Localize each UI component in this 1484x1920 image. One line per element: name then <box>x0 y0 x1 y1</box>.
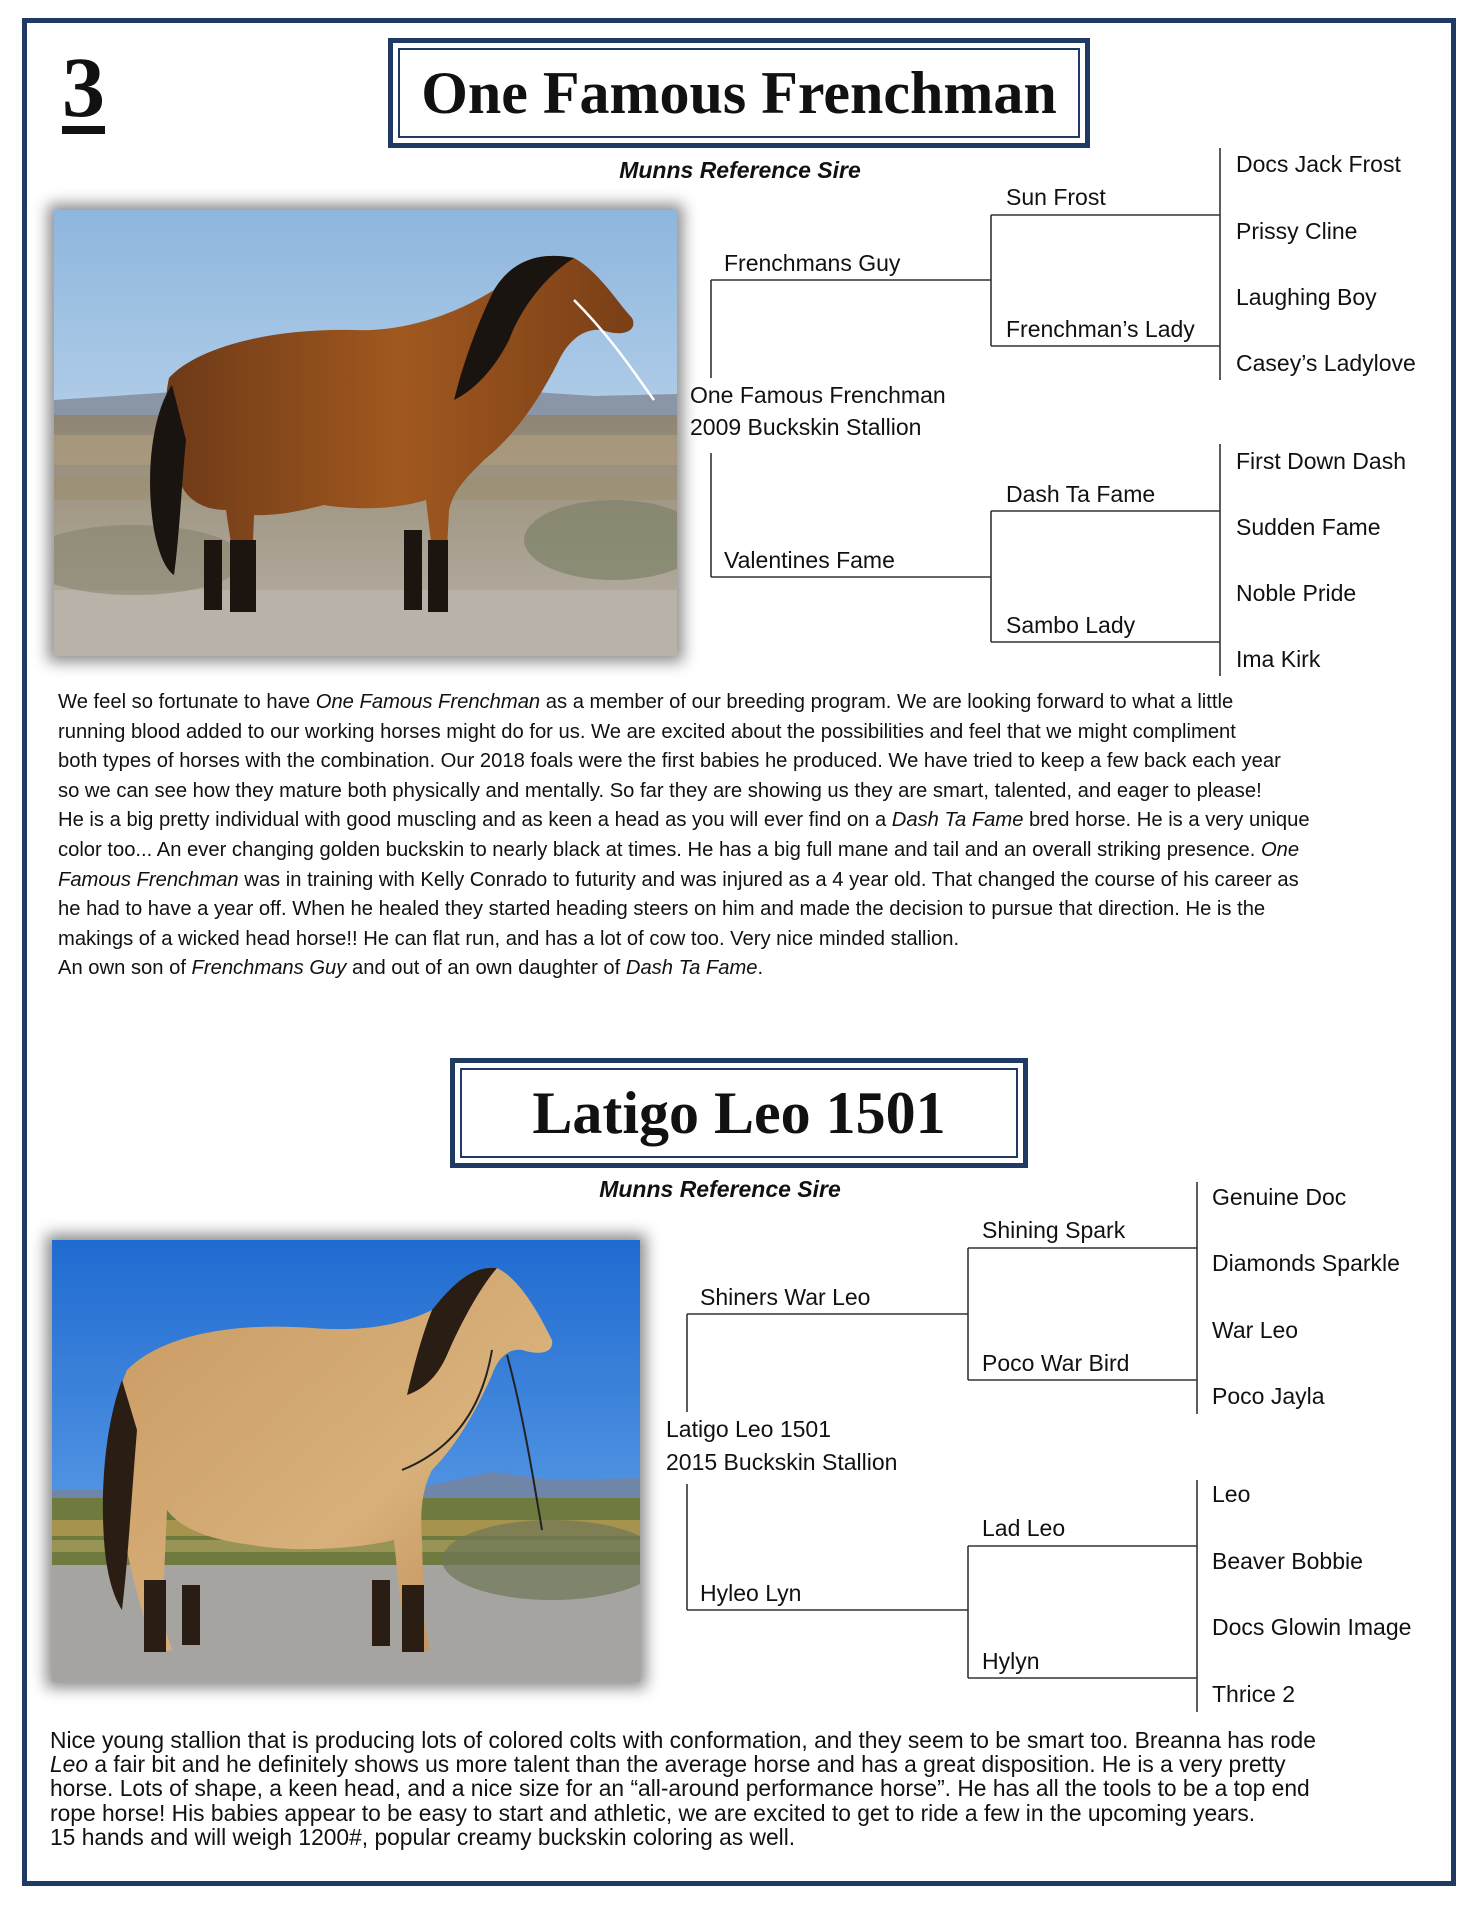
horse2-g3-3: War Leo <box>1212 1317 1299 1343</box>
text-run: bred horse. He is a very unique <box>1023 809 1310 832</box>
horse2-dam-sire: Lad Leo <box>982 1515 1066 1541</box>
horse1-g3-1: Docs Jack Frost <box>1236 151 1401 177</box>
horse1-g3-5: First Down Dash <box>1236 448 1406 474</box>
italic-name: Frenchmans Guy <box>191 957 347 980</box>
italic-name: One Famous Frenchman <box>315 691 541 713</box>
text-run: running blood added to our working horses might do for us. We are excited about the possibilities and feel that we might compliment <box>58 720 1236 743</box>
horse2-description-line <box>50 1752 1450 1776</box>
horse1-g3-2: Prissy Cline <box>1236 218 1358 244</box>
horse1-dam: Valentines Fame <box>724 547 895 573</box>
horse2-g3-6: Beaver Bobbie <box>1212 1548 1363 1574</box>
horse2-g3-2: Diamonds Sparkle <box>1212 1250 1400 1276</box>
horse1-reference: Munns Reference Sire <box>619 157 861 183</box>
horse1-dam-dam: Sambo Lady <box>1006 612 1136 638</box>
text-run: a fair bit and he definitely shows us more talent than the average horse and has a great disposition. He is a very pretty <box>88 1751 1286 1778</box>
text-run: . <box>757 957 764 980</box>
text-run: rope horse! His babies appear to be easy to start and athletic, we are excited to get to ride a few in the upcoming years. <box>50 1799 1256 1826</box>
text-run: horse. Lots of shape, a keen head, and a nice size for an “all-around performance horse”. He has all the tools to be a top end <box>50 1775 1310 1802</box>
text-run: color too... An ever changing golden buckskin to nearly black at times. He has a big full mane and tail and an overall striking presence. <box>58 838 1261 861</box>
text-run: was in training with Kelly Conrado to futurity and was injured as a 4 year old. That changed the course of his career as <box>238 868 1299 891</box>
italic-name: Dash Ta Fame <box>891 809 1024 832</box>
text-run: as a member of our breeding program. We are looking forward to what a little <box>540 691 1234 713</box>
horse2-reference: Munns Reference Sire <box>599 1176 841 1202</box>
horse1-subject: One Famous Frenchman <box>690 382 946 408</box>
horse1-sire-sire: Sun Frost <box>1006 184 1106 210</box>
horse2-dam-dam: Hylyn <box>982 1648 1040 1674</box>
horse2-title: Latigo Leo 1501 <box>532 1079 946 1146</box>
horse2-subject-desc: 2015 Buckskin Stallion <box>666 1449 898 1475</box>
horse1-sire: Frenchmans Guy <box>724 250 901 276</box>
text-run: he had to have a year off. When he healed they started heading steers on him and made the decision to pursue that direction. He is the <box>58 898 1266 921</box>
text-run: We feel so fortunate to have <box>58 691 316 713</box>
horse2-g3-8: Thrice 2 <box>1212 1681 1296 1707</box>
horse1-g3-6: Sudden Fame <box>1236 514 1381 540</box>
page-number: 3 <box>62 39 105 135</box>
italic-name: One <box>1260 838 1300 861</box>
text-run: 15 hands and will weigh 1200#, popular creamy buckskin coloring as well. <box>50 1823 796 1850</box>
text-run: both types of horses with the combination. Our 2018 foals were the first babies he produced. We have tried to keep a few back each year <box>58 750 1281 773</box>
text-run: He is a big pretty individual with good muscling and as keen a head as you will ever find on a <box>58 809 892 832</box>
horse1-dam-sire: Dash Ta Fame <box>1006 481 1156 507</box>
horse2-sire: Shiners War Leo <box>700 1284 871 1310</box>
italic-name: Leo <box>50 1751 89 1778</box>
horse2-subject: Latigo Leo 1501 <box>666 1416 831 1442</box>
horse2-g3-1: Genuine Doc <box>1212 1184 1347 1210</box>
horse1-g3-8: Ima Kirk <box>1236 646 1321 672</box>
horse2-sire-dam: Poco War Bird <box>982 1350 1130 1376</box>
text-run: and out of an own daughter of <box>346 957 626 980</box>
italic-name: Famous Frenchman <box>58 868 239 891</box>
horse1-subject-desc: 2009 Buckskin Stallion <box>690 414 922 440</box>
horse2-g3-5: Leo <box>1212 1481 1251 1507</box>
horse2-description <box>50 1728 1450 1849</box>
horse2-description-line <box>50 1825 1450 1849</box>
horse2-description-line <box>50 1776 1450 1800</box>
horse1-g3-3: Laughing Boy <box>1236 284 1377 310</box>
horse2-g3-4: Poco Jayla <box>1212 1383 1325 1409</box>
horse1-sire-dam: Frenchman’s Lady <box>1006 316 1195 342</box>
horse1-g3-4: Casey’s Ladylove <box>1236 350 1416 376</box>
italic-name: Dash Ta Fame <box>625 957 758 980</box>
text-run: Nice young stallion that is producing lots of colored colts with conformation, and they seem to be smart too. Breanna has rode <box>50 1727 1316 1753</box>
horse1-g3-7: Noble Pride <box>1236 580 1357 606</box>
text-run: An own son of <box>58 957 192 980</box>
horse2-dam: Hyleo Lyn <box>700 1580 802 1606</box>
horse2-g3-7: Docs Glowin Image <box>1212 1614 1412 1640</box>
text-run: makings of a wicked head horse!! He can flat run, and has a lot of cow too. Very nice minded stallion. <box>58 927 960 950</box>
horse2-description-line <box>50 1801 1450 1825</box>
text-run: so we can see how they mature both physically and mentally. So far they are showing us they are smart, talented, and eager to please! <box>58 779 1262 802</box>
horse2-sire-sire: Shining Spark <box>982 1217 1126 1243</box>
horse2-description-line <box>50 1728 1450 1752</box>
horse1-title: One Famous Frenchman <box>421 59 1057 126</box>
